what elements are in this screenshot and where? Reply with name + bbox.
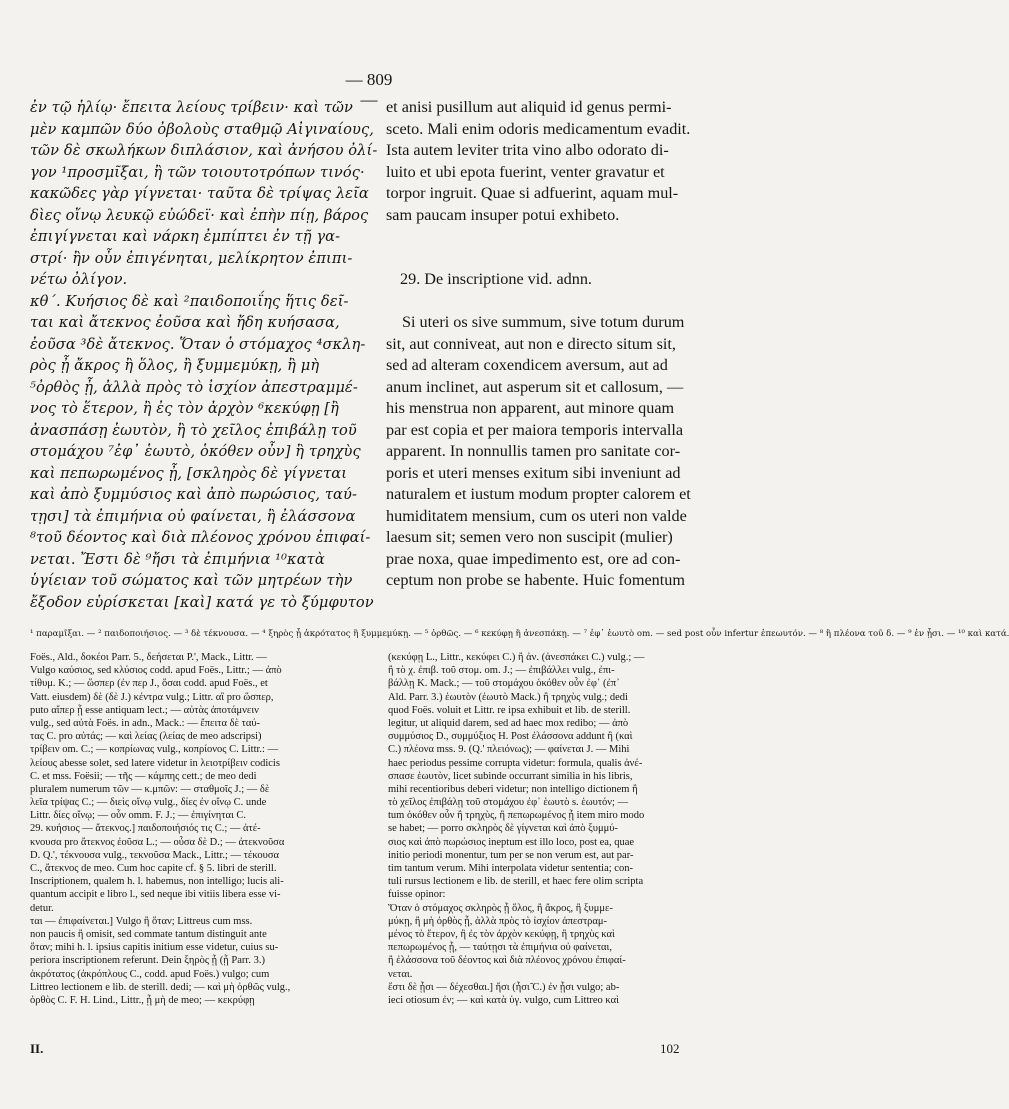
note-line: detur. <box>30 902 54 914</box>
note-line: vulg., sed αὐτὰ Foës. in adn., Mack.: — ἔπειτα δὲ ταύ- <box>30 717 261 729</box>
greek-text-line: νος τὸ ἕτερον, ἢ ἐς τὸν ἀρχὸν ⁶κεκύφῃ [ἢ <box>30 400 339 417</box>
note-line: Vatt. eiusdem) δὲ (δὲ J.) κέντρα vulg.; Littr. αἳ pro ὥσπερ, <box>30 691 274 703</box>
greek-text-line: νεται. Ἔστι δὲ ⁹ἤσι τὰ ἐπιμήνια ¹⁰κατὰ <box>30 550 325 568</box>
note-line: pluralem numerum τῶν — κ.μπῶν: — σταθμοῖς J.; — δὲ <box>30 783 270 795</box>
latin-text-line: par est copia et per maiora temporis intervalla <box>386 420 684 439</box>
note-line: μένος τὸ ἕτερον, ἢ ἐς τὸν ἀρχὸν κεκύφῃ, ἢ τρηχὺς καὶ <box>388 928 615 940</box>
latin-text-line: humiditatem mensium, cum os uteri non valde <box>386 506 687 525</box>
greek-text-line: ⁵ὀρθὸς ᾖ, ἀλλὰ πρὸς τὸ ἰσχίον ἀπεστραμμέ- <box>30 378 358 396</box>
note-line: ὅταν; mihi h. l. ipsius capitis initium esse videtur, cuius su- <box>30 942 279 954</box>
note-line: ἢ τὸ χ. ἐπιβ. τοῦ στομ. om. J.; — ἐπιβάλλει vulg., ἐπι- <box>388 665 615 677</box>
note-line: Ὅταν ὁ στόμαχος σκληρὸς ᾖ ὅλος, ἢ ἄκρος, ἢ ξυμμε- <box>388 902 613 914</box>
note-line: λεῖα τρίψας C.; — διεὶς οἴνῳ vulg., δίες ἐν οἴνῳ C. unde <box>30 797 267 809</box>
note-line: ieci otiosum ἐν; — καὶ κατὰ ὑγ. vulgo, cum Littreo καὶ <box>388 994 619 1006</box>
latin-text-line <box>386 248 780 270</box>
greek-text-line: νέτω ὀλίγον. <box>30 271 128 288</box>
greek-text-line: ἐοῦσα ³δὲ ἄτεκνος. Ὅταν ὁ στόμαχος ⁴σκλη- <box>30 335 366 353</box>
note-line: ὀρθὸς C. F. H. Lind., Littr., ᾖ μὴ de meo; — κεκρύφῃ <box>30 994 255 1006</box>
greek-text-line: καὶ ἀπὸ ξυμμύσιος καὶ ἀπὸ πωρώσιος, ταύ- <box>30 486 357 503</box>
latin-text-line: Ista autem leviter trita vino albo odorato di- <box>386 141 669 159</box>
greek-text-line: δὶες οἴνῳ λευκῷ εὐώδεϊ· καὶ ἐπὴν πίῃ, βάρος <box>30 206 369 224</box>
sheet-number: 102 <box>660 1041 680 1056</box>
greek-text-line: στρί· ἢν οὖν ἐπιγένηται, μελίκρητον ἐπιπι- <box>30 249 353 267</box>
latin-text-line: naturalem et iustum modum propter calorem et <box>386 485 691 503</box>
note-line: Vulgo καύσιος, sed κλύσιος codd. apud Foës., Littr.; — ἀπὸ <box>30 665 282 677</box>
greek-apparatus-line: ¹ παραμῖξαι. — ² παιδοποιήσιος. — ³ δὲ τέκνουσα. — ⁴ ξηρὸς ᾖ ἀκρότατος ἢ ξυμμεμύκῃ. — ⁵ ὀρθῶς. — ⁶ κεκύφῃ ἢ ἀνεσπάκῃ. — ⁷ ἐφ᾽ ἑωυτὸ om. — sed post οὖν infertur ἐπεωυτόν. — ⁸ ἢ πλέονα τοῦ δ. — ⁹ ἐν ᾗσι. — ¹⁰ καὶ κατά. <box>30 629 1009 639</box>
note-line: mihi recentioribus deberi videtur; non intelligo dictionem ἢ <box>388 783 638 795</box>
note-line: τίθυμ. K.; — ὥσπερ (ἐν περ J., ὅσαι codd. apud Foës., et <box>30 678 268 690</box>
note-line: 29. κυήσιος — ἄτεκνος.] παιδοποιήσιός τις C.; — ἀτέ- <box>30 823 261 835</box>
note-line: τρίβειν om. C.; — κοπρίωνας vulg., κοπρίονος C. Littr.: — <box>30 744 279 756</box>
note-line: πεπωρωμένος ᾖ, — ταύτῃσι τὰ ἐπιμήνια οὐ φαίνεται, <box>388 942 612 954</box>
greek-text-line: ἀνασπάσῃ ἑωυτὸν, ἢ τὸ χεῖλος ἐπιβάλῃ τοῦ <box>30 421 357 439</box>
note-line: ἔστι δὲ ᾖσι — δέχεσθαι.] ἤσι (ἦσι̃ C.) ἐν ᾖσι vulgo; ab- <box>388 981 620 993</box>
note-line: Foës., Ald., δοκέοι Parr. 5., δεήσεται P.', Mack., Littr. — <box>30 652 267 663</box>
greek-text-line: κακῶδες γὰρ γίγνεται· ταῦτα δὲ τρίψας λεῖα <box>30 185 369 202</box>
greek-main-text <box>30 97 378 615</box>
note-line: τὸ χεῖλος ἐπιβάλῃ τοῦ στομάχου ἐφ᾽ ἑωυτὸ s. ἑωυτόν; — <box>388 797 629 809</box>
latin-text-line: his menstrua non apparent, aut minore quam <box>386 399 675 417</box>
latin-text-line: laesum sit; semen vero non suscipit (mulier) <box>386 528 673 546</box>
latin-text-line: sed ad alteram coxendicem aversum, aut ad <box>386 356 668 374</box>
note-line: se habet; — porro σκληρὸς δὲ γίγνεται καὶ ἀπὸ ξυμμύ- <box>388 823 618 835</box>
latin-text-line: ceptum non probe se habente. Huic fomentum <box>386 571 685 589</box>
greek-text-line: ρὸς ᾖ ἄκρος ἢ ὅλος, ἢ ξυμμεμύκῃ, ἢ μὴ <box>30 357 320 374</box>
greek-text-line: κθ΄. Κυήσιος δὲ καὶ ²παιδοποιΐης ἥτις δεῖ- <box>30 292 349 310</box>
greek-text-line: ται καὶ ἄτεκνος ἐοῦσα καὶ ἤδη κυήσασα, <box>30 314 340 331</box>
greek-text-line: μὲν καμπῶν δύο ὀβολοὺς σταθμῷ Αἰγιναίους, <box>30 120 374 138</box>
latin-text-line: poris et uteri menses exitum sibi inveniunt ad <box>386 463 681 482</box>
latin-text-line <box>386 291 780 313</box>
note-line: λείους abesse solet, sed latere videtur in λειοτρίβειν codicis <box>30 757 280 769</box>
note-line: quantum accipit e libro l., sed neque ibi vitiis libera esse vi- <box>30 889 281 901</box>
latin-text-line: 29. De inscriptione vid. adnn. <box>400 270 592 288</box>
latin-text-line: sam paucam insuper potui exhibeto. <box>386 205 620 224</box>
note-line: σπασε ἑωυτὸν, licet subinde occurrant similia in his libris, <box>388 770 633 782</box>
greek-text-line: ἔξοδον εὑρίσκεται [καὶ] κατά γε τὸ ξύμφυτον <box>30 593 374 611</box>
note-line: σιος καὶ ἀπὸ πωρώσιος ineptum est illo loco, post ea, quae <box>388 836 635 848</box>
greek-text-line: τῶν δὲ σκωλήκων διπλάσιον, καὶ ἀνήσου ὀλί- <box>30 142 378 159</box>
latin-text-line: apparent. In nonnullis tamen pro sanitate cor- <box>386 442 681 460</box>
greek-text-line: στομάχου ⁷ἐφ᾽ ἑωυτὸ, ὁκόθεν οὖν] ἢ τρηχὺς <box>30 443 361 460</box>
note-line: C.) πλέονα mss. 9. (Q.' πλειόνως); — φαίνεται J. — Mihi <box>388 744 630 756</box>
note-line: (κεκύφῃ L., Littr., κεκύφει C.) ἢ ἀν. (ἀνεσπάκει C.) vulg.; — <box>388 652 645 663</box>
latin-text-line: prae noxa, quae impedimento est, ore ad con- <box>386 549 681 568</box>
critical-notes-right <box>388 651 780 1061</box>
note-line: μύκῃ, ἢ μὴ ὀρθὸς ᾖ, ἀλλὰ πρὸς τὸ ἰσχίον ἀπεστραμ- <box>388 915 608 927</box>
note-line: τας C. pro αὐτάς; — καὶ λείας (λείας de meo adscripsi) <box>30 731 262 743</box>
latin-text-line: torpor ingruit. Quae si adfuerint, aquam mul- <box>386 184 679 202</box>
signature-mark: II. <box>30 1041 44 1056</box>
latin-text-line: anum inclinet, aut asperum sit et callosum, — <box>386 377 684 396</box>
note-line: Littr. δίες οἴνῳ; — οὖν omm. F. J.; — ἐπιγίνηται C. <box>30 810 247 822</box>
note-line: Ald. Parr. 3.) ἑωυτὸν (ἑωυτὸ Mack.) ἢ τρηχὺς vulg.; dedi <box>388 691 628 703</box>
greek-text-line: ἐπιγίγνεται καὶ νάρκη ἐμπίπτει ἐν τῇ γα- <box>30 228 341 245</box>
greek-text-line: γον ¹προσμῖξαι, ἢ τῶν τοιουτοτρόπων τινός· <box>30 163 365 181</box>
note-line: C. et mss. Foësii; — τῆς — κάμπης cett.; de meo dedi <box>30 770 257 782</box>
note-line: initio periodi monentur, tum per se non verum est, aut par- <box>388 849 634 861</box>
latin-text-line: et anisi pusillum aut aliquid id genus permi- <box>386 98 672 116</box>
note-line: quod Foës. voluit et Littr. re ipsa exhibuit et lib. de sterill. <box>388 704 631 716</box>
note-line: ἀκρότατος (ἀκρόπλους C., codd. apud Foës.) vulgo; cum <box>30 968 270 980</box>
note-line: periora inscriptionem referunt. Dein ξηρὸς ᾖ (ᾖ Parr. 3.) <box>30 955 265 967</box>
latin-text-line: luito et ubi epota fuerint, venter gravatur et <box>386 162 665 181</box>
note-line: tim tantum verum. Mihi interpolata videtur sententia; con- <box>388 863 633 874</box>
critical-notes-left <box>30 651 382 1061</box>
note-line: non paucis ἢ omisit, sed commate tantum distinguit ante <box>30 928 267 940</box>
note-line: C., ἄτεκνος de meo. Cum hoc capite cf. § 5. libri de sterill. <box>30 863 277 874</box>
note-line: νεται. <box>388 968 413 980</box>
page-number: — 809 — <box>345 70 393 109</box>
latin-text-line <box>386 226 780 248</box>
latin-text-line: sceto. Mali enim odoris medicamentum evadit. <box>386 119 691 138</box>
note-line: puto αἴπερ ᾗ esse antiquam lect.; — αὐτὰς ἀποτάμνειν <box>30 704 259 716</box>
greek-text-line: ἐν τῷ ἡλίῳ· ἔπειτα λείους τρίβειν· καὶ τῶν <box>30 99 354 116</box>
note-line: συμμύσιος D., συμμύξιος H. Post ἐλάσσονα addunt ἢ (καὶ <box>388 731 633 743</box>
note-line: tuli rursus lectionem e lib. de sterill, et haec fere olim scripta <box>388 876 644 888</box>
note-line: fuisse opinor: <box>388 889 446 901</box>
greek-text-line: τῃσι] τὰ ἐπιμήνια οὐ φαίνεται, ἢ ἐλάσσονα <box>30 507 356 525</box>
note-line: haec periodus pessime corrupta videtur: formula, qualis ἀνέ- <box>388 757 643 769</box>
note-line: ται — ἐπιφαίνεται.] Vulgo ἢ ὅταν; Littreus cum mss. <box>30 915 253 927</box>
note-line: D. Q.', τέκνουσα vulg., τεκνοῦσα Mack., Littr.; — τέκουσα <box>30 849 279 861</box>
greek-text-line: ὑγίειαν τοῦ σώματος καὶ τῶν μητρέων τὴν <box>30 572 353 589</box>
latin-text-line: Si uteri os sive summum, sive totum durum <box>402 313 685 331</box>
note-line: ἢ ἐλάσσονα τοῦ δέοντος καὶ διὰ πλέονος χρόνου ἐπιφαί- <box>388 955 626 967</box>
latin-translation-text <box>386 97 780 615</box>
note-line: Inscriptionem, qualem h. l. habemus, non intelligo; lucis ali- <box>30 876 284 888</box>
note-line: βάλλῃ K. Mack.; — τοῦ στομάχου ὁκόθεν οὖν ἐφ᾽ (ἐπ᾽ <box>388 678 620 690</box>
greek-text-line: ⁸τοῦ δέοντος καὶ διὰ πλέονος χρόνου ἐπιφαί- <box>30 529 371 546</box>
greek-text-line: καὶ πεπωρωμένος ᾖ, [σκληρὸς δὲ γίγνεται <box>30 464 348 482</box>
note-line: legitur, ut aliquid darem, sed ad haec mox redibo; — ἀπὸ <box>388 717 629 729</box>
latin-text-line: sit, aut conniveat, aut non e directo situm sit, <box>386 334 676 353</box>
note-line: tum ὁκόθεν οὖν ἢ τρηχὺς, ἢ πεπωρωμένος ᾖ item miro modo <box>388 810 645 822</box>
note-line: κνουσα pro ἄτεκνος ἐοῦσα L.; — οὖσα δὲ D.; — ἀτεκνοῦσα <box>30 836 285 848</box>
note-line: Littreo lectionem e lib. de sterill. dedi; — καὶ μὴ ὀρθῶς vulg., <box>30 981 291 993</box>
